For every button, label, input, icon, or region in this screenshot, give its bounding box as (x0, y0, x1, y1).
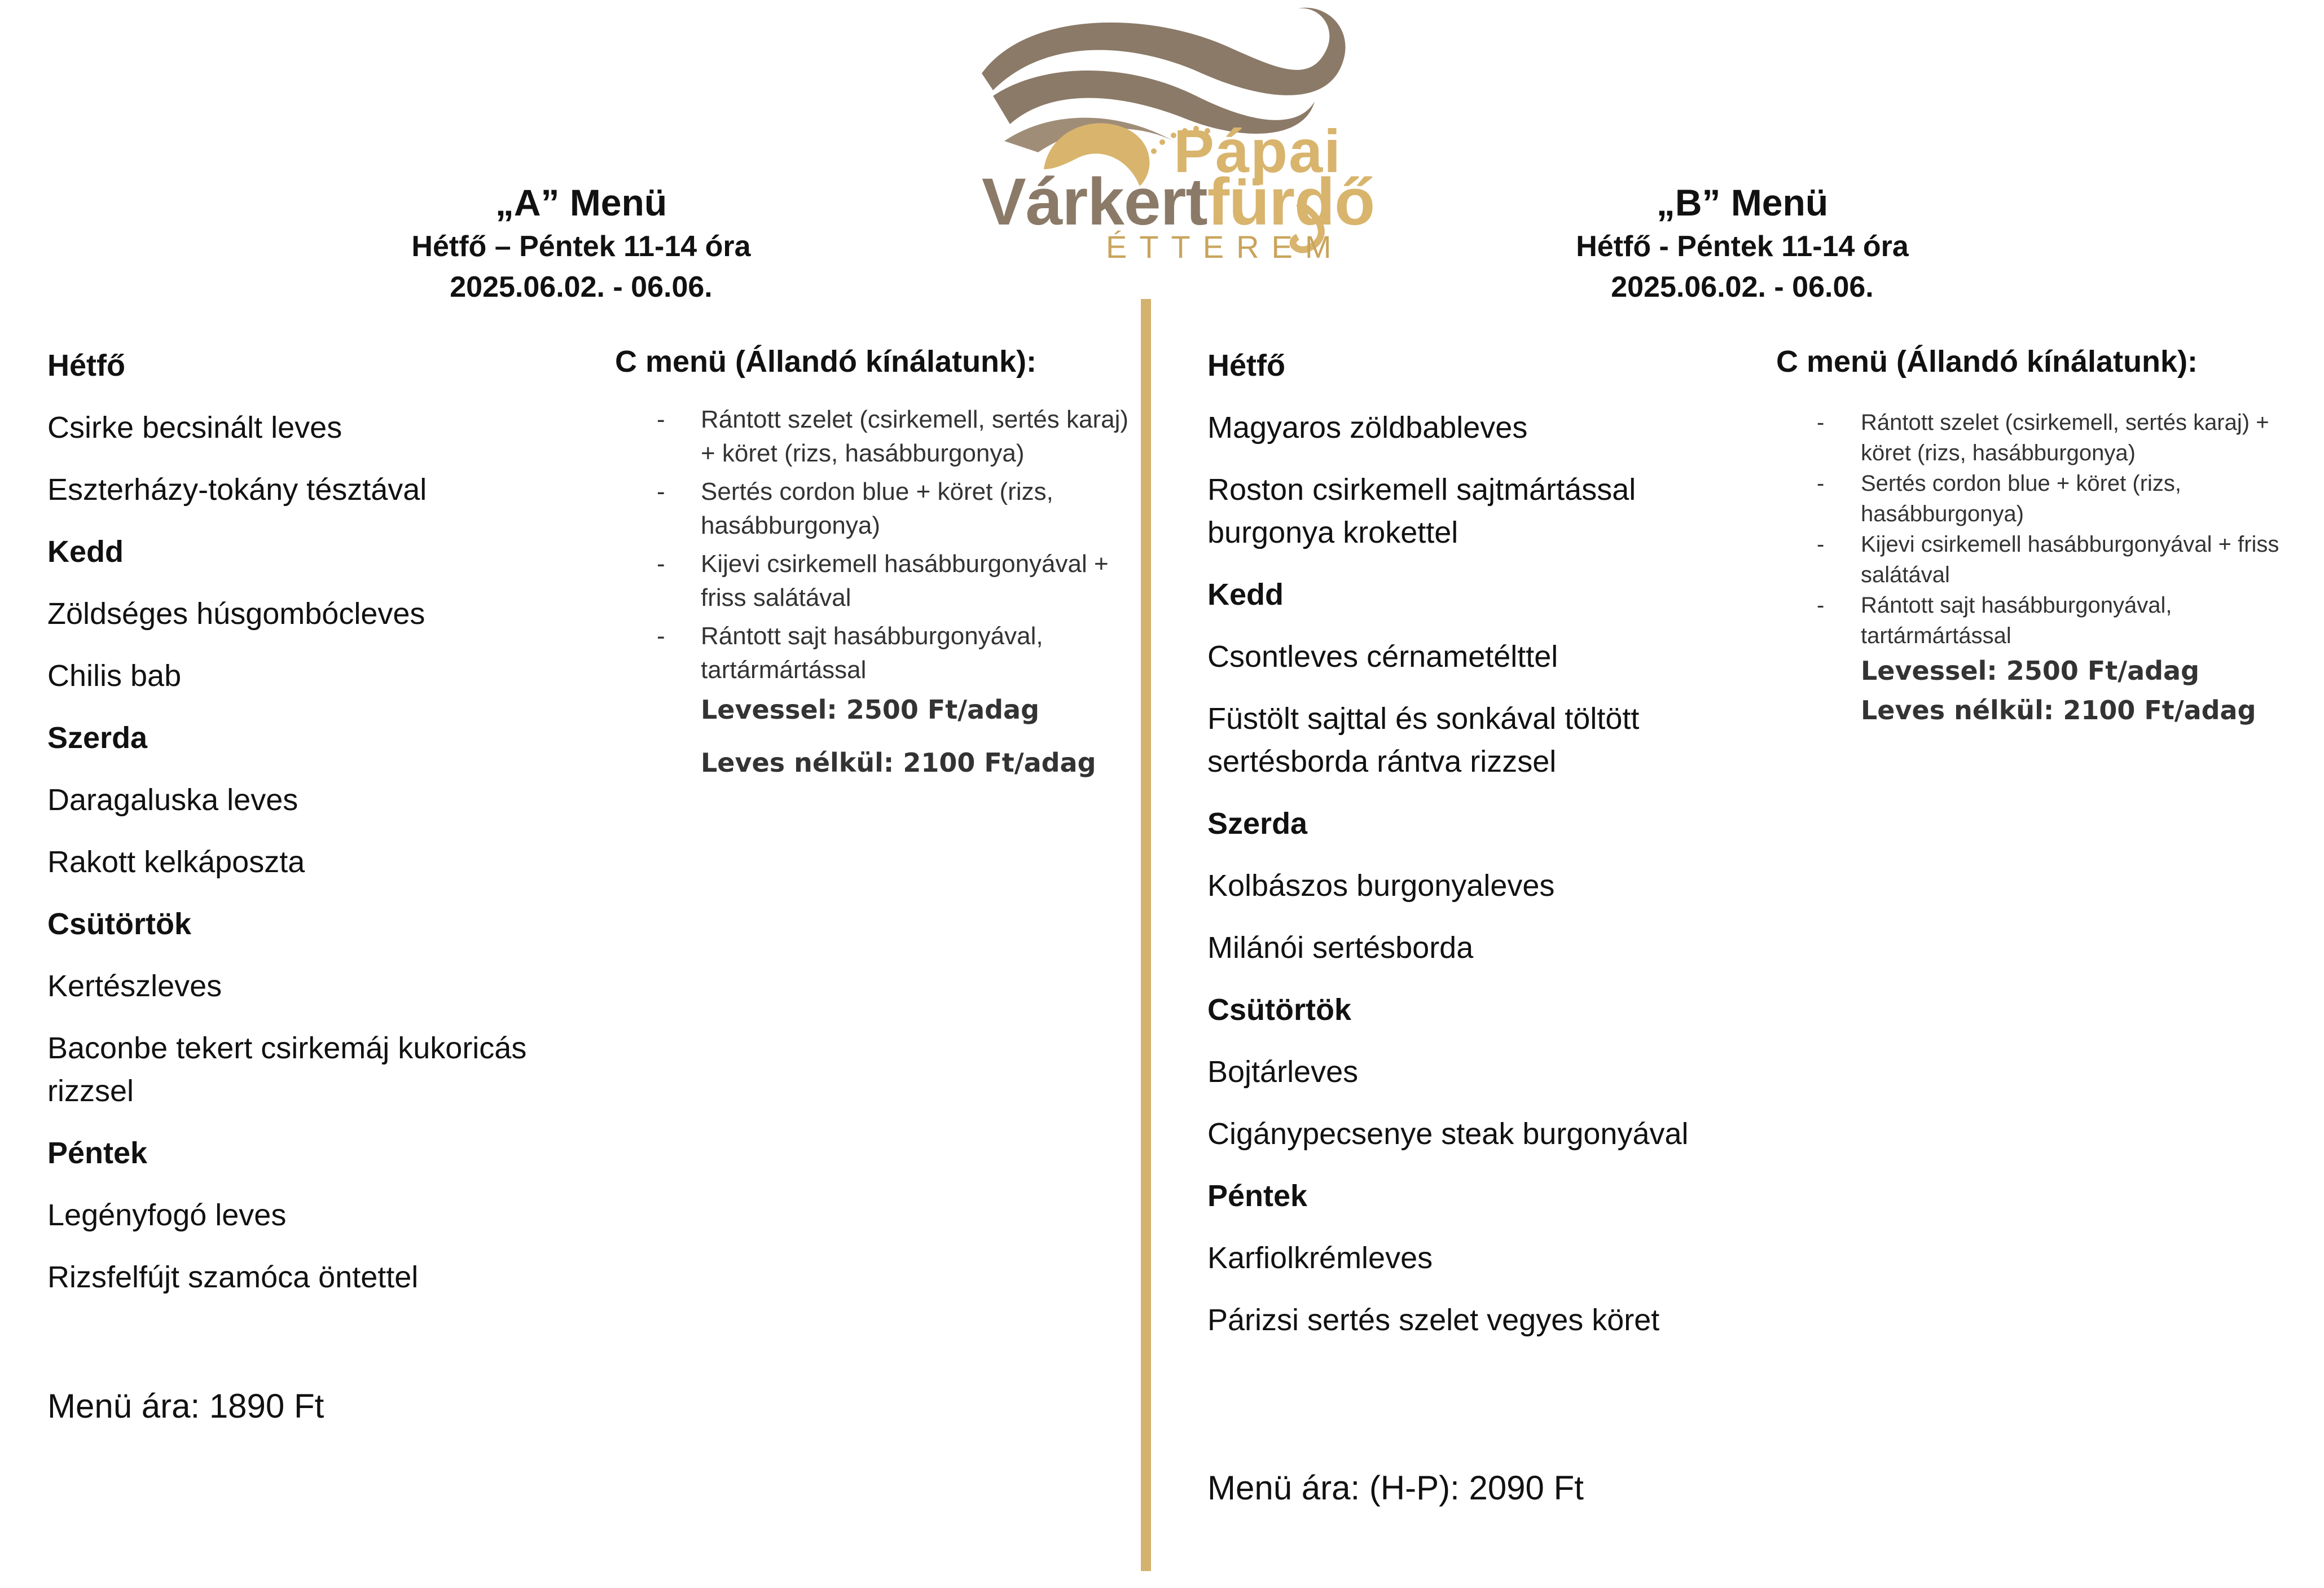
dish-item: Zöldséges húsgombócleves (47, 597, 425, 631)
list-dash: - (657, 406, 665, 433)
dish-item: Daragaluska leves (47, 783, 298, 817)
dish-item: Kolbászos burgonyaleves (1207, 869, 1555, 903)
restaurant-logo (959, 0, 1375, 268)
menu-a-price: Menü ára: 1890 Ft (47, 1387, 324, 1425)
menu-b-header (1488, 179, 1996, 308)
column-divider (1141, 299, 1151, 1571)
menu-b-dates: 2025.06.02. - 06.06. (1611, 271, 1874, 304)
logo-text-papai: Pápai (1174, 117, 1342, 185)
day-label: Kedd (47, 535, 124, 569)
c-menu-item-text: Kijevi csirkemell hasábburgonyával + friss salátával (1861, 532, 2279, 587)
dish-item: Kertészleves (47, 969, 222, 1003)
c-menu-item-text: Sertés cordon blue + köret (rizs, hasábburgonya) (701, 478, 1053, 539)
list-dash: - (657, 478, 665, 505)
dish-item: Rakott kelkáposzta (47, 845, 305, 879)
day-label: Kedd (1207, 578, 1284, 612)
menu-b-price: Menü ára: (H-P): 2090 Ft (1207, 1469, 1584, 1507)
dish-item: Rizsfelfújt szamóca öntettel (47, 1260, 419, 1294)
c-menu-item-text: Rántott szelet (csirkemell, sertés karaj) + köret (rizs, hasábburgonya) (701, 406, 1128, 467)
c-menu-title: C menü (Állandó kínálatunk): (615, 345, 1037, 379)
c-menu-item-text: Rántott sajt hasábburgonyával, tartármártással (1861, 593, 2172, 648)
c-menu-right (1776, 344, 2307, 730)
dish-item: Milánói sertésborda (1207, 931, 1474, 965)
c-menu-item (657, 547, 1130, 615)
menu-a-hours: Hétfő – Péntek 11-14 óra (411, 230, 751, 263)
c-menu-item-text: Sertés cordon blue + köret (rizs, hasábburgonya) (1861, 471, 2182, 526)
day-label: Csütörtök (47, 907, 191, 941)
dish-item: Eszterházy-tokány tésztával (47, 473, 427, 507)
c-menu-item (1817, 407, 2307, 468)
c-menu-item (1817, 468, 2307, 529)
menu-b-hours: Hétfő - Péntek 11-14 óra (1576, 230, 1909, 263)
c-menu-price-with-soup: Levessel: 2500 Ft/adag (1861, 656, 2200, 686)
logo-text-etterem: ÉTTEREM (1106, 229, 1344, 265)
c-menu-item (657, 619, 1130, 687)
logo-text-furdo: fürdő (1207, 165, 1375, 239)
c-menu-list (1817, 407, 2307, 651)
list-dash: - (1817, 593, 1825, 618)
day-label: Péntek (47, 1136, 148, 1170)
c-menu-title: C menü (Állandó kínálatunk): (1776, 345, 2198, 379)
day-label: Szerda (47, 721, 148, 755)
dish-item: Magyaros zöldbableves (1207, 411, 1528, 445)
logo-text-varkert: Várkert (982, 165, 1207, 239)
dish-item: Bojtárleves (1207, 1055, 1359, 1089)
menu-a-header (327, 179, 835, 308)
day-label: Hétfő (1207, 349, 1285, 382)
c-menu-item-text: Kijevi csirkemell hasábburgonyával + friss salátával (701, 550, 1109, 612)
c-menu-left (615, 344, 1128, 781)
c-menu-item-text: Rántott szelet (csirkemell, sertés karaj) + köret (rizs, hasábburgonya) (1861, 410, 2269, 465)
c-menu-price-without-soup: Leves nélkül: 2100 Ft/adag (1861, 695, 2256, 725)
dish-item: Chilis bab (47, 659, 182, 693)
dish-item: Füstölt sajttal és sonkával töltött sertésborda rántva rizzsel (1207, 702, 1640, 778)
c-menu-item (1817, 590, 2307, 651)
menu-a-days (47, 344, 589, 1299)
dish-item: Karfiolkrémleves (1207, 1241, 1433, 1275)
c-menu-item-text: Rántott sajt hasábburgonyával, tartármártással (701, 622, 1043, 684)
c-menu-item (1817, 529, 2307, 590)
menu-b-title: „B” Menü (1656, 182, 1829, 223)
day-label: Szerda (1207, 807, 1308, 841)
c-menu-price-with-soup: Levessel: 2500 Ft/adag (701, 694, 1040, 725)
dish-item: Cigánypecsenye steak burgonyával (1207, 1117, 1689, 1151)
dish-item: Csirke becsinált leves (47, 411, 342, 445)
dish-item: Párizsi sertés szelet vegyes köret (1207, 1303, 1660, 1337)
list-dash: - (657, 622, 665, 650)
dish-item: Legényfogó leves (47, 1198, 287, 1232)
menu-a-title: „A” Menü (495, 182, 667, 223)
menu-a-dates: 2025.06.02. - 06.06. (450, 271, 713, 304)
list-dash: - (1817, 532, 1825, 557)
dish-item: Roston csirkemell sajtmártással burgonya krokettel (1207, 473, 1636, 549)
day-label: Csütörtök (1207, 993, 1351, 1027)
c-menu-price-without-soup: Leves nélkül: 2100 Ft/adag (701, 747, 1096, 778)
day-label: Péntek (1207, 1179, 1308, 1213)
menu-b-days (1207, 344, 1704, 1341)
dish-item: Csontleves cérnametélttel (1207, 640, 1558, 674)
c-menu-item (657, 403, 1130, 470)
list-dash: - (1817, 471, 1825, 496)
c-menu-item (657, 475, 1130, 543)
dish-item: Baconbe tekert csirkemáj kukoricás rizzsel (47, 1031, 527, 1108)
day-label: Hétfő (47, 349, 125, 382)
list-dash: - (1817, 410, 1825, 435)
list-dash: - (657, 550, 665, 578)
c-menu-list (657, 403, 1130, 687)
